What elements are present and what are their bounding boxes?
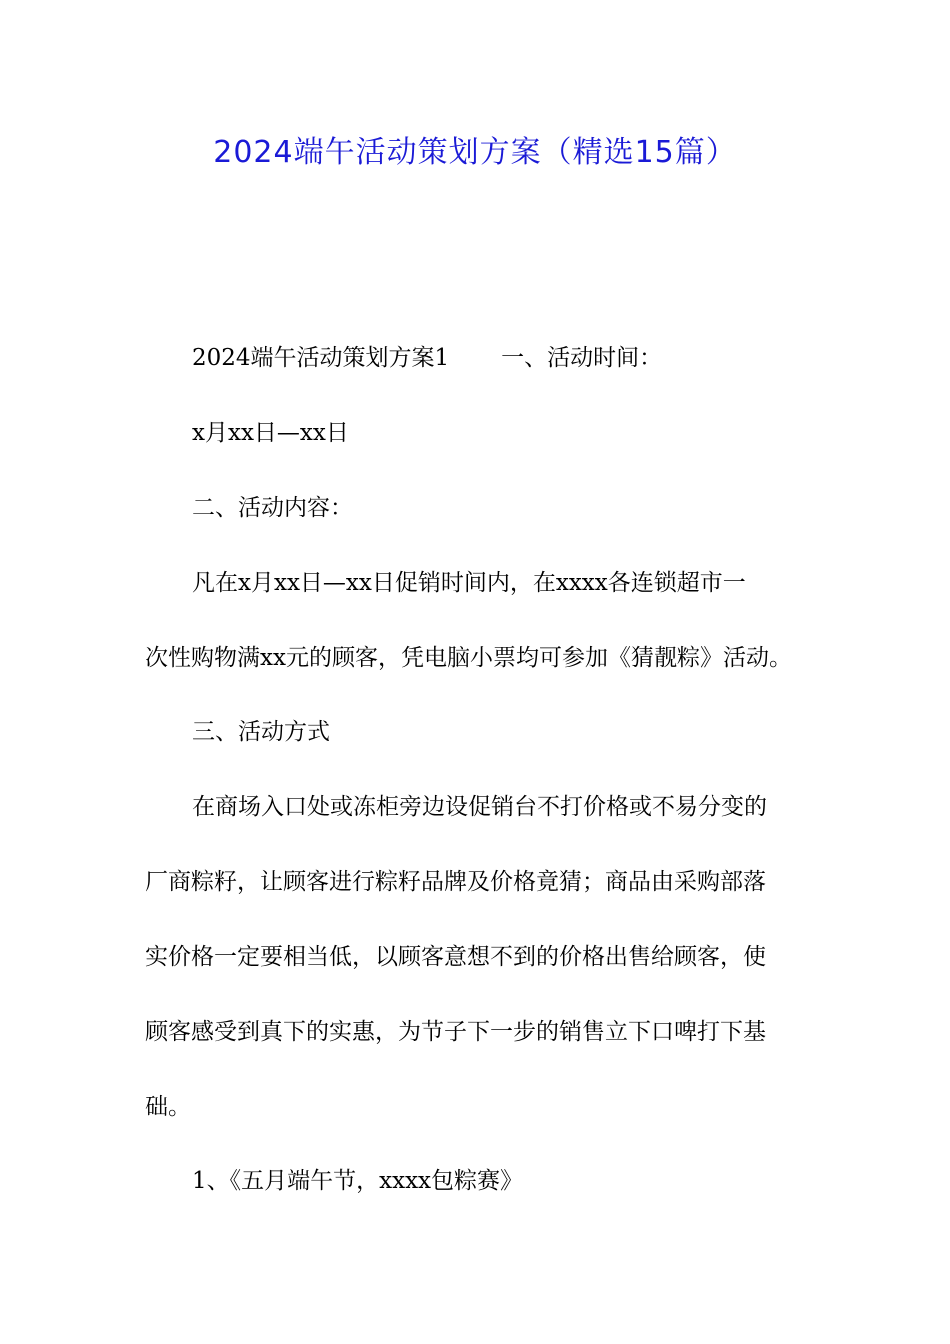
- paragraph-content-line-2: 次性购物满xx元的顾客，凭电脑小票均可参加《猜靓粽》活动。: [145, 645, 792, 671]
- heading-activity-method: 三、活动方式: [192, 719, 330, 745]
- paragraph-activity-time: x月xx日—xx日: [192, 420, 349, 446]
- heading-item-1: 1、《五月端午节，xxxx包粽赛》: [192, 1168, 524, 1194]
- paragraph-method-line-4: 顾客感受到真下的实惠，为节子下一步的销售立下口啤打下基: [145, 1019, 766, 1045]
- first-item-heading: 一、活动时间：: [501, 345, 663, 371]
- paragraph-content-line-1: 凡在x月xx日—xx日促销时间内，在xxxx各连锁超市一: [192, 570, 746, 596]
- section-title: 2024端午活动策划方案1: [192, 345, 450, 371]
- paragraph-method-line-3: 实价格一定要相当低，以顾客意想不到的价格出售给顾客，使: [145, 944, 766, 970]
- heading-line: [192, 340, 812, 377]
- paragraph-method-line-2: 厂商粽籽，让顾客进行粽籽品牌及价格竟猜；商品由采购部落: [145, 869, 766, 895]
- paragraph-method-line-1: 在商场入口处或冻柜旁边设促销台不打价格或不易分变的: [192, 794, 767, 820]
- heading-activity-content: 二、活动内容：: [192, 495, 353, 521]
- page-title: 2024端午活动策划方案（精选15篇）: [213, 135, 737, 170]
- paragraph-method-line-5: 础。: [145, 1094, 191, 1120]
